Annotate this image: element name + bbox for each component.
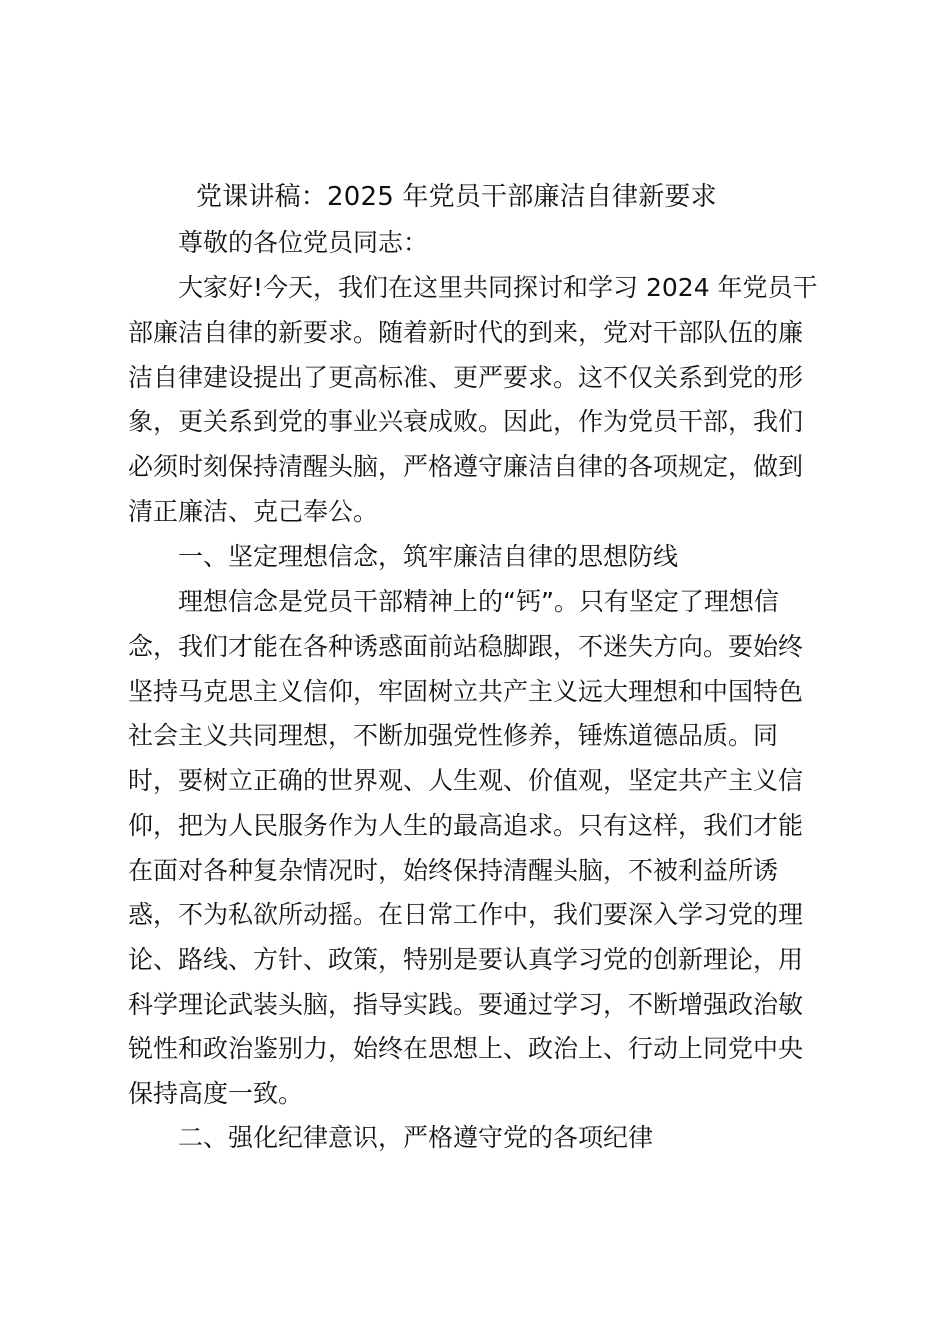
paragraph-line: 洁自律建设提出了更高标准、更严要求。这不仅关系到党的形 — [128, 362, 804, 392]
paragraph-2-body — [128, 625, 828, 1117]
paragraph-line: 必须时刻保持清醒头脑，严格遵守廉洁自律的各项规定，做到 — [128, 452, 804, 482]
paragraph-line: 坚持马克思主义信仰，牢固树立共产主义远大理想和中国特色 — [128, 676, 804, 706]
paragraph-line: 清正廉洁、克己奉公。 — [128, 496, 379, 526]
paragraph-line: 论、路线、方针、政策，特别是要认真学习党的创新理论，用 — [128, 944, 804, 974]
paragraph-line: 保持高度一致。 — [128, 1079, 304, 1109]
paragraph-1-body — [128, 311, 828, 535]
paragraph-line: 在面对各种复杂情况时，始终保持清醒头脑，不被利益所诱 — [128, 855, 779, 885]
paragraph-line: 部廉洁自律的新要求。随着新时代的到来，党对干部队伍的廉 — [128, 318, 804, 347]
section-heading-1: 一、坚定理想信念，筑牢廉洁自律的思想防线 — [178, 542, 679, 571]
paragraph-line: 锐性和政治鉴别力，始终在思想上、政治上、行动上同党中央 — [128, 1034, 804, 1064]
paragraph-line: 念，我们才能在各种诱惑面前站稳脚跟，不迷失方向。要始终 — [128, 632, 804, 661]
section-heading-2: 二、强化纪律意识，严格遵守党的各项纪律 — [178, 1123, 654, 1152]
paragraph-line: 科学理论武装头脑，指导实践。要通过学习，不断增强政治敏 — [128, 989, 804, 1019]
paragraph-2-first-line: 理想信念是党员干部精神上的“钙”。只有坚定了理想信 — [178, 587, 779, 616]
paragraph-line: 象，更关系到党的事业兴衰成败。因此，作为党员干部，我们 — [128, 407, 804, 437]
paragraph-line: 惑，不为私欲所动摇。在日常工作中，我们要深入学习党的理 — [128, 900, 804, 930]
paragraph-line: 时，要树立正确的世界观、人生观、价值观，坚定共产主义信 — [128, 766, 804, 796]
salutation: 尊敬的各位党员同志： — [178, 228, 429, 257]
paragraph-line: 社会主义共同理想，不断加强党性修养，锤炼道德品质。同 — [128, 721, 779, 751]
document-title: 党课讲稿：2025 年党员干部廉洁自律新要求 — [196, 182, 717, 212]
paragraph-1-first-line: 大家好!今天，我们在这里共同探讨和学习 2024 年党员干 — [178, 273, 818, 302]
paragraph-line: 仰，把为人民服务作为人生的最高追求。只有这样，我们才能 — [128, 810, 804, 840]
